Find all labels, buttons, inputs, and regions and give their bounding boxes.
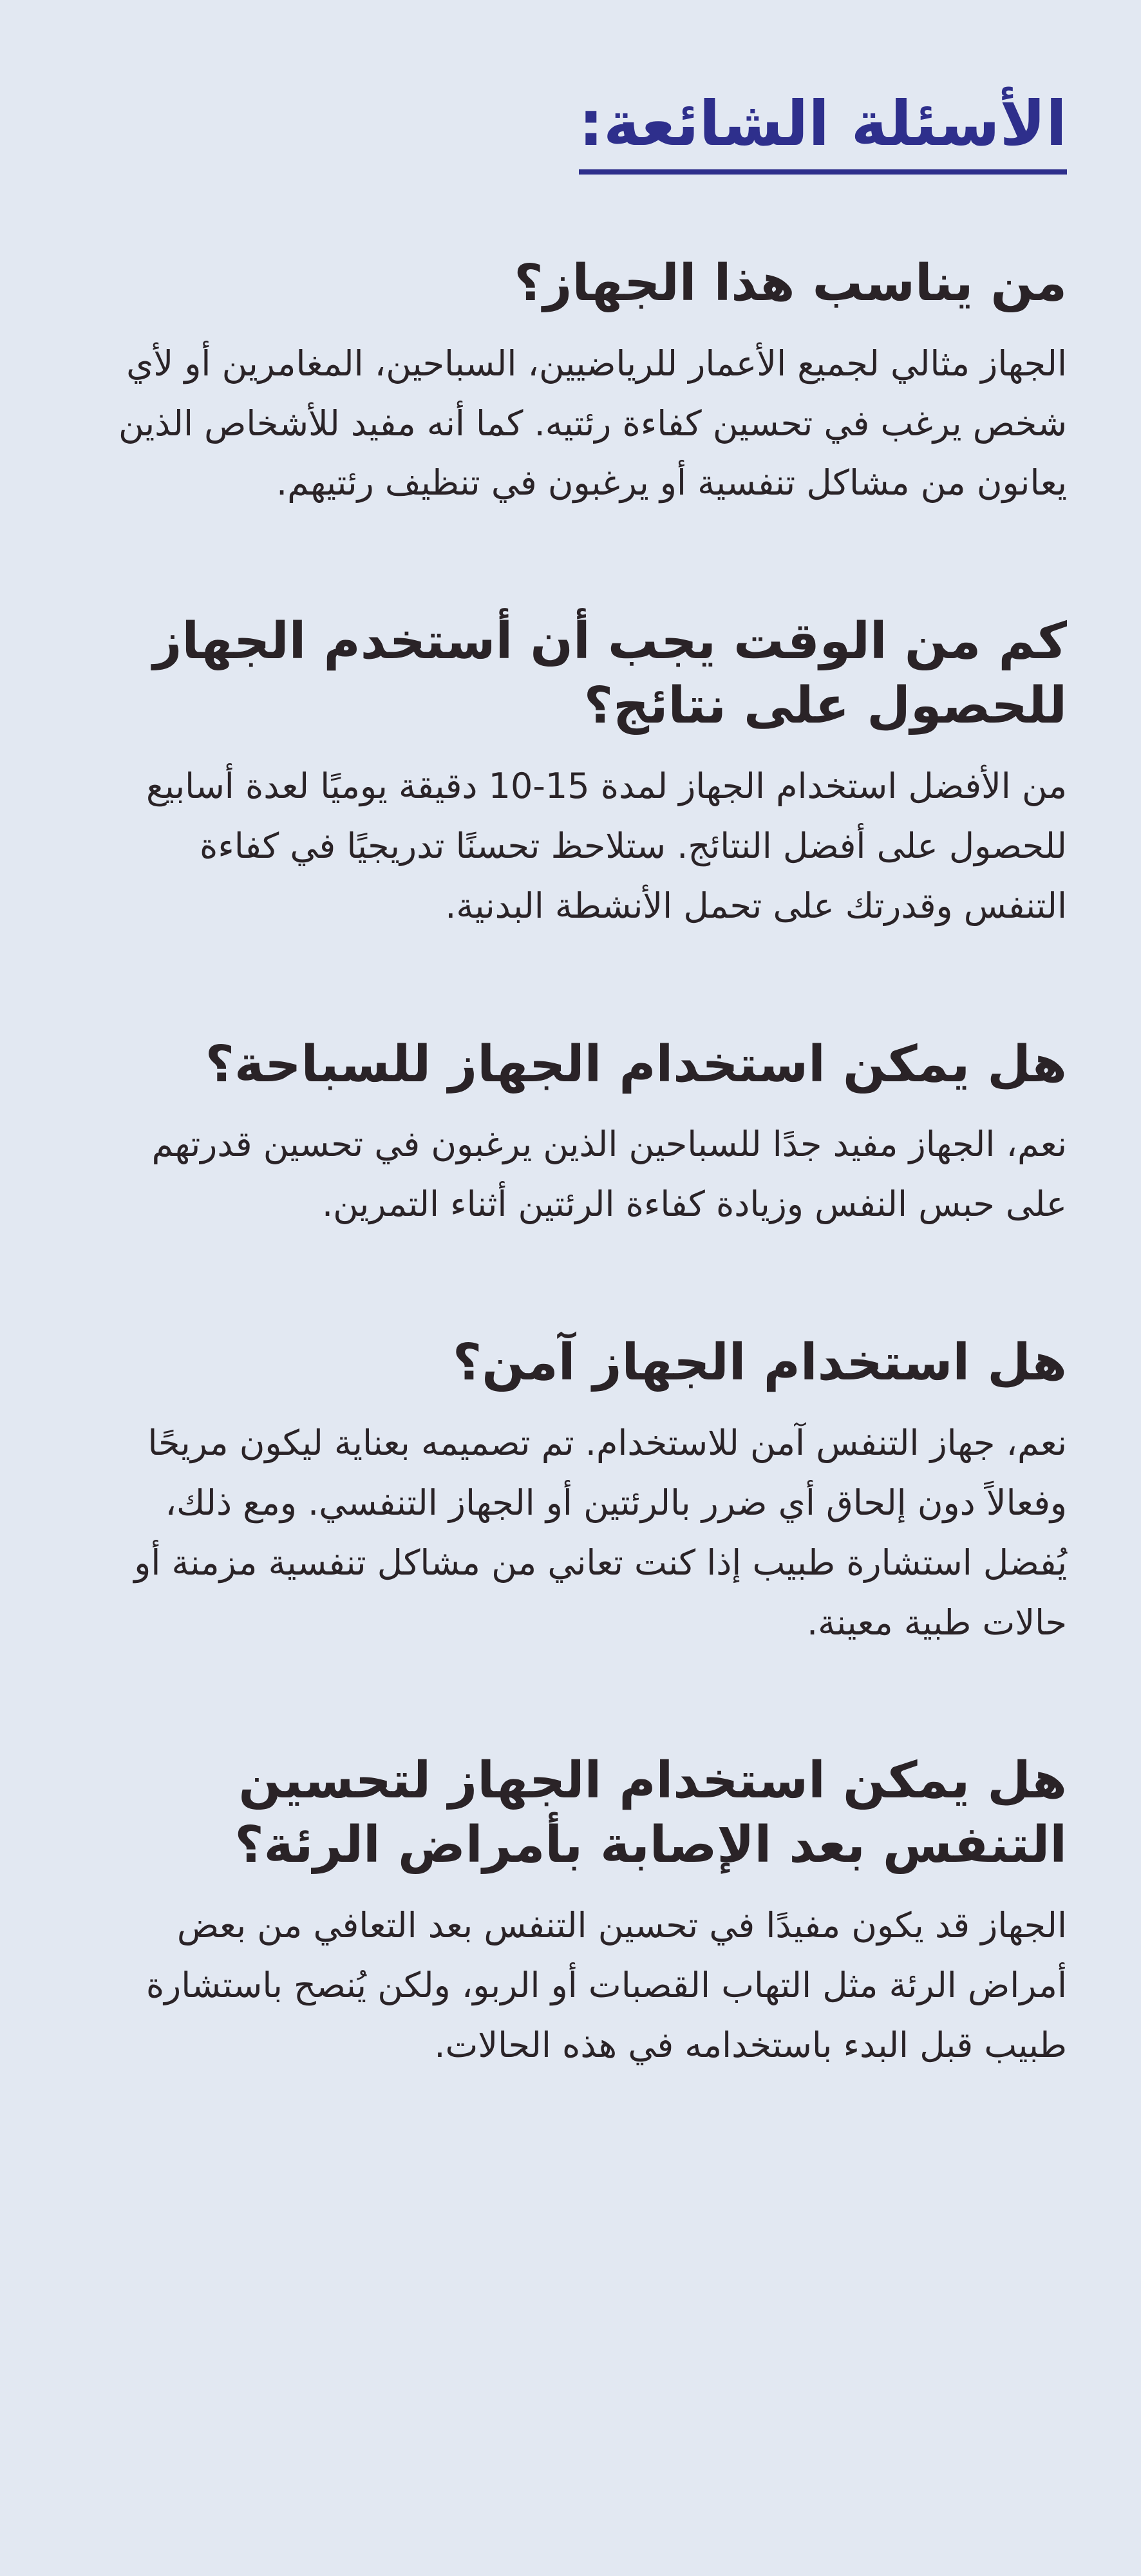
faq-answer: الجهاز مثالي لجميع الأعمار للرياضيين، السباحين، المغامرين أو لأي شخص يرغب في تحسين كفاءة رئتيه. كما أنه مفيد للأشخاص الذين يعانون من مشاكل تنفسية أو يرغبون في تنظيف رئتيهم. <box>118 343 1067 504</box>
faq-question: كم من الوقت يجب أن أستخدم الجهاز للحصول على نتائج؟ <box>153 612 1067 735</box>
faq-answer: من الأفضل استخدام الجهاز لمدة 15-10 دقيقة يوميًا لعدة أسابيع للحصول على أفضل النتائج. ستلاحظ تحسنًا تدريجيًا في كفاءة التنفس وقدرتك على تحمل الأنشطة البدنية. <box>146 765 1067 926</box>
faq-question: هل استخدام الجهاز آمن؟ <box>452 1334 1067 1392</box>
title-wrap <box>90 84 1067 175</box>
faq-item-suitability <box>90 252 1067 513</box>
faq-question: هل يمكن استخدام الجهاز لتحسين التنفس بعد الإصابة بأمراض الرئة؟ <box>234 1752 1067 1875</box>
page-title: الأسئلة الشائعة: <box>579 84 1067 175</box>
faq-item-safety <box>90 1331 1067 1653</box>
faq-answer: نعم، الجهاز مفيد جدًا للسباحين الذين يرغبون في تحسين قدرتهم على حبس النفس وزيادة كفاءة الرئتين أثناء التمرين. <box>151 1124 1067 1225</box>
faq-answer: نعم، جهاز التنفس آمن للاستخدام. تم تصميمه بعناية ليكون مريحًا وفعالاً دون إلحاق أي ضرر بالرئتين أو الجهاز التنفسي. ومع ذلك، يُفضل استشارة طبيب إذا كنت تعاني من مشاكل تنفسية مزمنة أو حالات طبية معينة. <box>134 1422 1067 1643</box>
faq-answer: الجهاز قد يكون مفيدًا في تحسين التنفس بعد التعافي من بعض أمراض الرئة مثل التهاب القصبات أو الربو، ولكن يُنصح باستشارة طبيب قبل البدء باستخدامه في هذه الحالات. <box>146 1905 1067 2065</box>
faq-question: هل يمكن استخدام الجهاز للسباحة؟ <box>205 1035 1067 1094</box>
faq-item-lung-recovery <box>90 1749 1067 2075</box>
faq-item-duration <box>90 610 1067 936</box>
faq-item-swimming <box>90 1033 1067 1235</box>
faq-question: من يناسب هذا الجهاز؟ <box>514 254 1067 312</box>
